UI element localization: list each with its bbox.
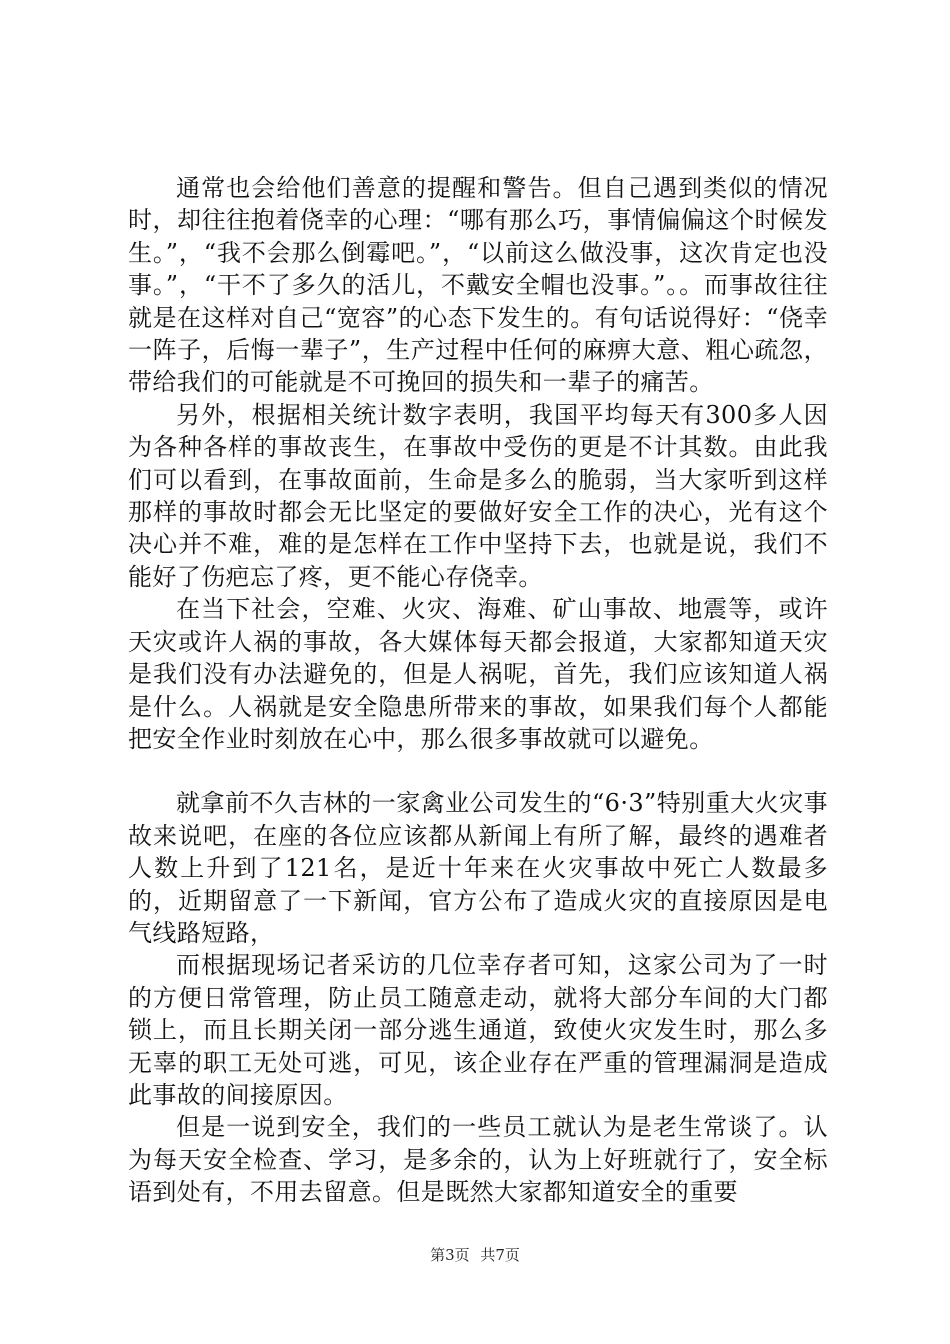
document-body — [128, 172, 828, 1209]
page-number-total: 共7页 — [480, 1246, 520, 1264]
page-footer — [0, 1244, 950, 1265]
paragraph-3: 在当下社会，空难、火灾、海难、矿山事故、地震等，或许天灾或许人祸的事故，各大媒体每天都会报道，大家都知道天灾是我们没有办法避免的，但是人祸呢，首先，我们应该知道人祸是什么。人祸就是安全隐患所带来的事故，如果我们每个人都能把安全作业时刻放在心中，那么很多事故就可以避免。 — [128, 595, 828, 753]
paragraph-6: 但是一说到安全，我们的一些员工就认为是老生常谈了。认为每天安全检查、学习，是多余的，认为上好班就行了，安全标语到处有，不用去留意。但是既然大家都知道安全的重要 — [128, 1113, 828, 1207]
paragraph-4: 就拿前不久吉林的一家禽业公司发生的“6·3”特别重大火灾事故来说吧，在座的各位应该都从新闻上有所了解，最终的遇难者人数上升到了121名，是近十年来在火灾事故中死亡人数最多的，近期留意了一下新闻，官方公布了造成火灾的直接原因是电气线路短路， — [128, 789, 828, 947]
paragraph-1: 通常也会给他们善意的提醒和警告。但自己遇到类似的情况时，却往往抱着侥幸的心理：“哪有那么巧，事情偏偏这个时候发生。”，“我不会那么倒霉吧。”，“以前这么做没事，这次肯定也没事。”，“干不了多久的活儿，不戴安全帽也没事。”。。而事故往往就是在这样对自己“宽容”的心态下发生的。有句话说得好：“侥幸一阵子，后悔一辈子”，生产过程中任何的麻痹大意、粗心疏忽，带给我们的可能就是不可挽回的损失和一辈子的痛苦。 — [128, 174, 828, 397]
paragraph-2: 另外，根据相关统计数字表明，我国平均每天有300多人因为各种各样的事故丧生，在事故中受伤的更是不计其数。由此我们可以看到，在事故面前，生命是多么的脆弱，当大家听到这样那样的事故时都会无比坚定的要做好安全工作的决心，光有这个决心并不难，难的是怎样在工作中坚持下去，也就是说，我们不能好了伤疤忘了疼，更不能心存侥幸。 — [128, 400, 828, 591]
page-number-current: 第3页 — [430, 1246, 470, 1264]
paragraph-5: 而根据现场记者采访的几位幸存者可知，这家公司为了一时的方便日常管理，防止员工随意走动，就将大部分车间的大门都锁上，而且长期关闭一部分逃生通道，致使火灾发生时，那么多无辜的职工无处可逃，可见，该企业存在严重的管理漏洞是造成此事故的间接原因。 — [128, 951, 828, 1109]
